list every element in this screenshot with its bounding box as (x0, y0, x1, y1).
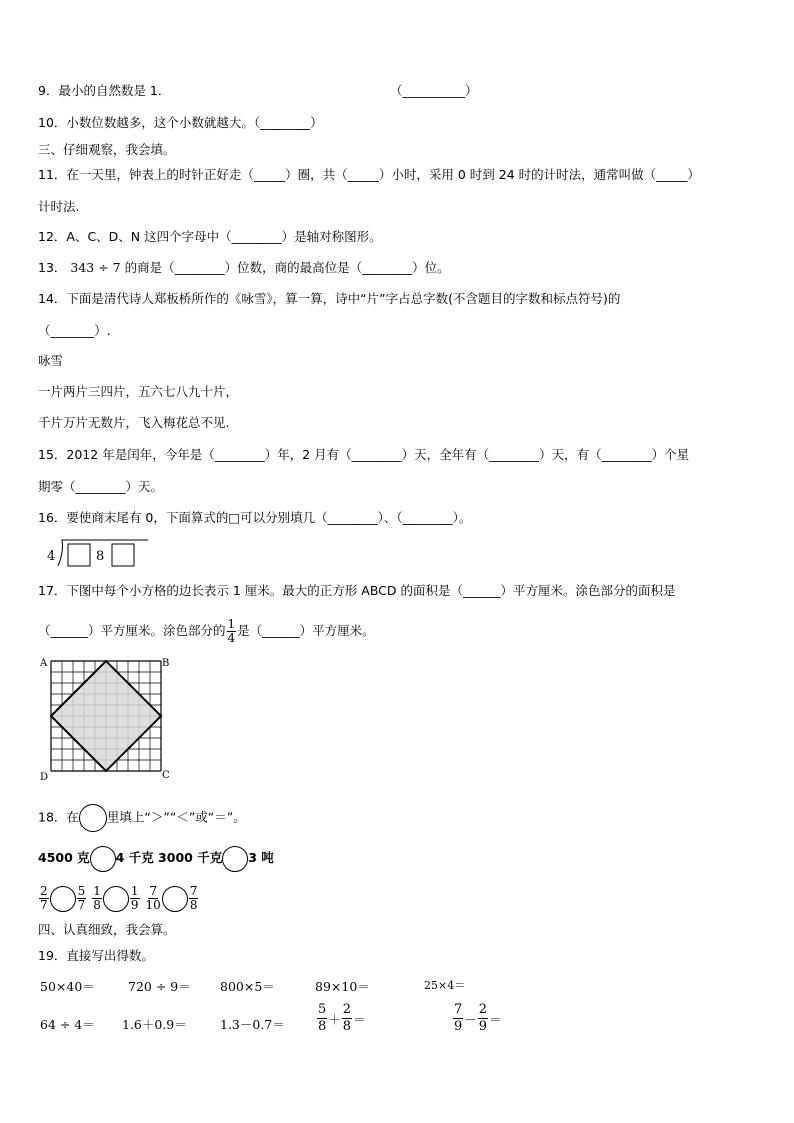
question-14 (38, 290, 620, 308)
frac-num: 7 (149, 884, 157, 898)
q17-frac-num: 1 (227, 617, 236, 631)
question-17 (38, 582, 676, 600)
frac-num: 2 (342, 1002, 352, 1017)
question-15 (38, 446, 689, 464)
compare-circle-3[interactable] (50, 886, 76, 912)
calc-item: 50×40＝ (40, 979, 95, 994)
q15-line1: 15．2012 年是闰年，今年是（________）年，2 月有（________）天，全年有（________）天，有（________）个星 (38, 447, 690, 462)
calc-item: 25×4＝ (424, 979, 466, 992)
q18-prefix: 18．在 (38, 809, 79, 825)
question-19 (38, 947, 154, 965)
frac-den: 7 (40, 898, 48, 912)
q18-row2 (38, 884, 199, 912)
q19-text: 19．直接写出得数。 (38, 948, 154, 963)
q13-expression: 343 ÷ 7 (70, 260, 121, 275)
poem-line2-text: 千片万片无数片，飞入梅花总不见. (38, 415, 230, 430)
q18-row1 (38, 845, 274, 872)
q9-text: 9．最小的自然数是 1． (38, 83, 171, 98)
q14-line1: 14．下面是清代诗人郑板桥所作的《咏雪》，算一算，诗中“片”字占总字数(不含题目的字数和标点符号)的 (38, 291, 621, 306)
label-a: A (40, 658, 48, 669)
frac-den: 8 (342, 1019, 352, 1034)
q11-line2: 计时法. (38, 199, 80, 214)
frac-5-8 (317, 1002, 327, 1035)
section-4-text: 四、认真细致，我会算。 (38, 922, 176, 937)
division-bracket-figure (44, 538, 150, 570)
q11-line1: 11．在一天里，钟表上的时针正好走（_____）圈，共（_____）小时，采用 0 时到 24 时的计时法，通常叫做（_____） (38, 167, 700, 182)
poem-line-2 (38, 414, 229, 432)
q16-text: 16．要使商末尾有 0，下面算式的□可以分别填几（________）、（________）。 (38, 510, 472, 525)
operator: － (464, 1011, 477, 1027)
frac-2-9 (478, 1002, 488, 1035)
question-11 (38, 166, 700, 184)
q18-row1-a: 4500 克 (38, 850, 90, 865)
calc-item: 1.6＋0.9＝ (122, 1017, 187, 1032)
digit-box-1[interactable] (68, 544, 90, 566)
q18-row1-b: 4 千克 3000 千克 (115, 850, 223, 865)
dividend-digit: 8 (96, 549, 105, 564)
frac-1-8 (92, 885, 102, 912)
equals: ＝ (489, 1011, 502, 1027)
q17-fraction (227, 618, 237, 645)
frac-num: 5 (77, 884, 86, 898)
section-3-text: 三、仔细观察，我会填。 (38, 142, 176, 157)
calc-item: 1.3－0.7＝ (220, 1017, 285, 1032)
question-12 (38, 228, 382, 246)
frac-den: 7 (77, 898, 86, 912)
question-17-cont (38, 618, 375, 645)
compare-circle-sample (79, 804, 107, 832)
frac-den: 9 (454, 1019, 463, 1034)
poem-line1-text: 一片两片三四片，五六七八九十片， (38, 384, 239, 399)
question-13 (38, 259, 450, 277)
frac-num: 2 (478, 1002, 488, 1017)
frac-den: 10 (145, 898, 161, 912)
question-9 (38, 82, 170, 100)
frac-5-7 (77, 885, 87, 912)
q17-line2b: 是（______）平方厘米。 (237, 623, 375, 638)
operator: ＋ (328, 1011, 341, 1027)
q18-suffix: 里填上“＞”“＜”或“＝”。 (106, 809, 246, 825)
frac-den: 9 (478, 1019, 488, 1034)
frac-7-10 (146, 885, 161, 912)
question-18 (38, 804, 246, 832)
frac-num: 1 (93, 884, 101, 898)
poem-line-1 (38, 383, 238, 401)
frac-2-7 (39, 885, 49, 912)
question-16 (38, 509, 471, 527)
shaded-diamond (51, 661, 161, 771)
frac-den: 8 (189, 898, 198, 912)
compare-circle-5[interactable] (162, 886, 188, 912)
q9-answer-blank[interactable] (390, 82, 478, 100)
q17-line1: 17．下图中每个小方格的边长表示 1 厘米。最大的正方形 ABCD 的面积是（______）平方厘米。涂色部分的面积是 (38, 583, 676, 598)
label-b: B (162, 658, 170, 669)
q9-blank-text: （__________） (390, 83, 478, 98)
q13-prefix: 13． (38, 260, 67, 275)
frac-2-8 (342, 1002, 352, 1035)
divisor-digit: 4 (47, 549, 56, 564)
calc-item: 800×5＝ (220, 979, 275, 994)
frac-7-9 (453, 1002, 463, 1035)
calc-item: 89×10＝ (315, 979, 370, 994)
poem-title-text: 咏雪 (38, 353, 64, 368)
frac-num: 2 (40, 884, 48, 898)
section-3-heading (38, 141, 176, 159)
q17-line2a: （______）平方厘米。涂色部分的 (38, 623, 226, 638)
q15-line2: 期零（________）天。 (38, 479, 164, 494)
label-c: C (162, 770, 170, 781)
section-4-heading (38, 921, 176, 939)
q14-line2: （_______）. (38, 323, 111, 338)
label-d: D (40, 772, 49, 782)
calc-fraction-diff (452, 1002, 502, 1035)
digit-box-2[interactable] (112, 544, 134, 566)
q13-suffix: 的商是（________）位数，商的最高位是（________）位。 (124, 260, 450, 275)
question-11-cont (38, 198, 79, 216)
frac-num: 1 (130, 884, 139, 898)
q10-text: 10．小数位数越多，这个小数就越大。（________） (38, 115, 323, 130)
q12-text: 12．A、C、D、N 这四个字母中（________）是轴对称图形。 (38, 229, 382, 244)
frac-num: 7 (189, 884, 198, 898)
compare-circle-1[interactable] (90, 846, 116, 872)
frac-den: 8 (318, 1019, 327, 1034)
frac-num: 7 (454, 1002, 463, 1017)
frac-1-9 (130, 885, 140, 912)
compare-circle-2[interactable] (222, 846, 248, 872)
question-10 (38, 114, 323, 132)
frac-7-8 (189, 885, 199, 912)
frac-den: 9 (130, 898, 139, 912)
calc-item: 720 ÷ 9＝ (128, 979, 191, 994)
compare-circle-4[interactable] (103, 886, 129, 912)
calc-fraction-sum (316, 1002, 366, 1035)
q17-frac-den: 4 (227, 631, 236, 645)
frac-num: 5 (318, 1002, 327, 1017)
equals: ＝ (353, 1011, 366, 1027)
question-15-cont (38, 478, 163, 496)
calc-item: 64 ÷ 4＝ (40, 1017, 95, 1032)
question-14-blank (38, 322, 111, 340)
poem-title (38, 352, 63, 370)
frac-den: 8 (93, 898, 101, 912)
square-grid-figure (38, 656, 178, 782)
q18-row1-c: 3 吨 (248, 850, 274, 865)
